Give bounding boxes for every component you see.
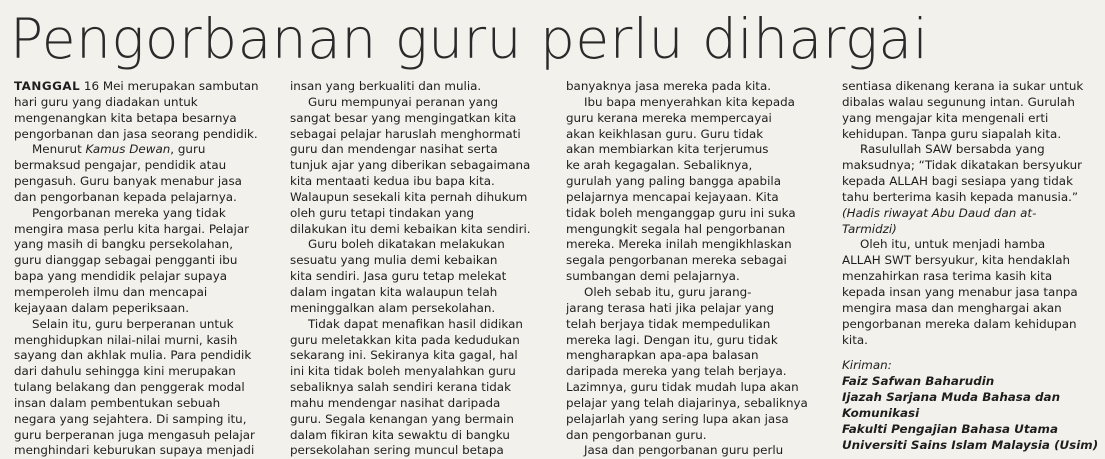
- text-content: Guru mempunyai peranan yang: [308, 94, 499, 109]
- text-line: [14, 142, 276, 158]
- text-content: oleh guru tetapi tindakan yang: [290, 205, 475, 220]
- text-line: [290, 95, 552, 111]
- text-line: [290, 269, 552, 285]
- text-line: [566, 317, 828, 333]
- text-line: [566, 348, 828, 364]
- text-line: [842, 333, 1104, 349]
- text-line: [14, 127, 276, 143]
- text-content: pengorbanan mereka dalam kehidupan: [842, 316, 1077, 331]
- text-content: meninggalkan alam persekolahan.: [290, 300, 496, 315]
- text-line: [566, 412, 828, 428]
- text-line: [842, 269, 1104, 285]
- credit-line: Faiz Safwan Baharudin: [842, 374, 995, 389]
- text-content: (Hadis riwayat Abu Daud dan at-: [842, 205, 1037, 220]
- text-content: insan yang berkualiti dan mulia.: [290, 79, 482, 93]
- text-line: [842, 190, 1104, 206]
- text-line: [290, 79, 552, 95]
- text-line: [566, 142, 828, 158]
- text-content: mengira masa dan menghargai akan: [842, 300, 1062, 315]
- text-content: ALLAH SWT bersyukur, kita hendaklah: [842, 253, 1071, 268]
- text-content: Ibu bapa menyerahkan kita kepada: [584, 94, 795, 109]
- article-headline: Pengorbanan guru perlu dihargai: [10, 7, 929, 71]
- text-content: menzahirkan rasa terima kasih kita: [842, 269, 1053, 284]
- text-content: tahu berterima kasih kepada manusia.”: [842, 189, 1079, 204]
- text-line: [290, 253, 552, 269]
- text-line: [566, 127, 828, 143]
- text-content: Selain itu, guru berperanan untuk: [32, 316, 234, 331]
- text-content: maksudnya; “Tidak dikatakan bersyukur: [842, 158, 1083, 173]
- text-content: 16 Mei merupakan sambutan: [83, 79, 259, 93]
- text-content: guru dianggap sebagai pengganti ibu: [14, 253, 238, 268]
- text-line: [842, 222, 1104, 238]
- article-column-3: [566, 79, 828, 459]
- text-line: [842, 301, 1104, 317]
- text-content: pelajarlah yang sering lupa akan jasa: [566, 411, 789, 426]
- text-line: [290, 348, 552, 364]
- text-line: [842, 174, 1104, 190]
- text-line: [14, 285, 276, 301]
- credit-line: Fakulti Pengajian Bahasa Utama: [842, 421, 1058, 436]
- text-line: [290, 443, 552, 459]
- text-content: guru. Segala kenangan yang bermain: [290, 411, 514, 426]
- text-line: [14, 79, 276, 95]
- text-content: Pengorbanan mereka yang tidak: [32, 205, 226, 220]
- text-line: [842, 317, 1104, 333]
- text-content: tulang belakang dan penggerak modal: [14, 380, 245, 395]
- text-line: [842, 253, 1104, 269]
- text-line: [290, 285, 552, 301]
- text-line: [14, 206, 276, 222]
- text-content: tunjuk ajar yang diberikan sebagaimana: [290, 158, 531, 173]
- text-line: [566, 396, 828, 412]
- text-content: dari dahulu sehingga kini merupakan: [14, 364, 236, 379]
- text-content: bermaksud pengajar, pendidik atau: [14, 158, 227, 173]
- text-content: sesuatu yang mulia demi kebaikan: [290, 253, 498, 268]
- text-content: sebaliknya salah sendiri kerana tidak: [290, 380, 511, 395]
- text-line: [566, 333, 828, 349]
- text-line: [842, 142, 1104, 158]
- text-line: [14, 237, 276, 253]
- text-line: [14, 396, 276, 412]
- text-content: guru meletakkan kita pada kedudukan: [290, 332, 520, 347]
- text-content: ke arah kegagalan. Sebaliknya,: [566, 158, 753, 173]
- text-line: [14, 269, 276, 285]
- text-line: [14, 348, 276, 364]
- text-line: [14, 190, 276, 206]
- credit-line: Komunikasi: [842, 405, 920, 420]
- text-line: [842, 206, 1104, 222]
- text-content: Walaupun sesekali kita pernah dihukum: [290, 189, 528, 204]
- text-line: [842, 285, 1104, 301]
- text-content: guru dan mendengar nasihat serta: [290, 142, 498, 157]
- text-line: [14, 95, 276, 111]
- text-line: [290, 333, 552, 349]
- text-line: [290, 222, 552, 238]
- text-content: segala pengorbanan mereka sebagai: [566, 253, 787, 268]
- text-line: [290, 142, 552, 158]
- text-line: [566, 206, 828, 222]
- text-line: [290, 396, 552, 412]
- text-line: [290, 317, 552, 333]
- text-line: [566, 301, 828, 317]
- text-line: [566, 111, 828, 127]
- text-content: menghidupkan nilai-nilai murni, kasih: [14, 332, 238, 347]
- text-content: sumbangan demi pelajarnya.: [566, 269, 740, 284]
- credit-line: Ijazah Sarjana Muda Bahasa dan: [842, 390, 1061, 405]
- text-content: tidak boleh menganggap guru ini suka: [566, 205, 796, 220]
- text-content: mereka. Mereka inilah mengikhlaskan: [566, 237, 792, 252]
- text-content: dalam fikiran kita sewaktu di bangku: [290, 427, 510, 442]
- text-content: akan keikhlasan guru. Guru tidak: [566, 126, 764, 141]
- text-line: [290, 301, 552, 317]
- text-line: [290, 111, 552, 127]
- text-content: hari guru yang diadakan untuk: [14, 94, 198, 109]
- text-line: [290, 380, 552, 396]
- text-line: [566, 222, 828, 238]
- text-line: [14, 333, 276, 349]
- text-line: [566, 158, 828, 174]
- text-line: [566, 237, 828, 253]
- text-line: [566, 174, 828, 190]
- text-content: yang masih di bangku persekolahan,: [14, 237, 233, 252]
- text-line: [14, 380, 276, 396]
- text-line: [566, 269, 828, 285]
- text-line: [566, 79, 828, 95]
- text-line: [842, 158, 1104, 174]
- text-line: [14, 364, 276, 380]
- text-content: mereka lagi. Dengan itu, guru tidak: [566, 332, 778, 347]
- text-content: yang mengajar kita mengenali erti: [842, 110, 1049, 125]
- text-content: kita sendiri. Jasa guru tetap melekat: [290, 269, 507, 284]
- text-line: [14, 443, 276, 459]
- article-column-4: [842, 79, 1104, 453]
- text-content: insan dalam pembentukan sebuah: [14, 395, 221, 410]
- credit-line: Universiti Sains Islam Malaysia (Usim): [842, 437, 1099, 452]
- text-content: kepada insan yang menabur jasa tanpa: [842, 284, 1078, 299]
- text-content: kehidupan. Tanpa guru siapalah kita.: [842, 126, 1062, 141]
- text-content: Rasulullah SAW bersabda yang: [860, 142, 1045, 157]
- lead-word: TANGGAL: [14, 79, 81, 93]
- text-line: [290, 412, 552, 428]
- text-content: mengenangkan kita betapa besarnya: [14, 110, 237, 125]
- text-line: [842, 95, 1104, 111]
- text-line: [14, 317, 276, 333]
- text-content: Guru boleh dikatakan melakukan: [308, 237, 505, 252]
- text-content: pengasuh. Guru banyak menabur jasa: [14, 174, 242, 189]
- article-column-2: [290, 79, 552, 459]
- text-content: Tidak dapat menafikan hasil didikan: [308, 316, 523, 331]
- text-line: [566, 190, 828, 206]
- text-line: [14, 111, 276, 127]
- text-content: pelajar yang telah diajarinya, sebaliknya: [566, 395, 808, 410]
- text-content: sebagai pelajar haruslah menghormati: [290, 126, 521, 141]
- text-content: dilakukan itu demi kebaikan kita sendiri.: [290, 221, 531, 236]
- text-content: dan pengorbanan guru.: [566, 427, 707, 442]
- text-line: [290, 174, 552, 190]
- text-content: jarang terasa hati jika pelajar yang: [566, 300, 775, 315]
- text-line: [14, 412, 276, 428]
- text-content: kepada ALLAH bagi sesiapa yang tidak: [842, 174, 1073, 189]
- text-line: [842, 237, 1104, 253]
- article-column-1: [14, 79, 276, 459]
- text-line: [290, 206, 552, 222]
- text-content: gurulah yang paling bangga apabila: [566, 174, 782, 189]
- text-line: [290, 158, 552, 174]
- text-content: kita.: [842, 332, 868, 347]
- text-prefix: Menurut: [32, 142, 86, 157]
- text-content: kejayaan dalam peperiksaan.: [14, 300, 189, 315]
- text-line: [566, 253, 828, 269]
- text-line: [290, 237, 552, 253]
- text-line: [14, 301, 276, 317]
- text-line: [842, 127, 1104, 143]
- text-line: [290, 190, 552, 206]
- text-line: [14, 158, 276, 174]
- text-line: [566, 285, 828, 301]
- text-line: [290, 127, 552, 143]
- text-content: akan membiarkan kita terjerumus: [566, 142, 769, 157]
- text-content: banyaknya jasa mereka pada kita.: [566, 79, 772, 93]
- credit-label: Kiriman:: [842, 358, 892, 373]
- text-line: [290, 364, 552, 380]
- text-content: ini kita tidak boleh menyalahkan guru: [290, 364, 516, 379]
- text-content: sentiasa dikenang kerana ia sukar untuk: [842, 79, 1084, 93]
- text-content: daripada mereka yang telah berjaya.: [566, 364, 787, 379]
- text-content: mengharapkan apa-apa balasan: [566, 348, 759, 363]
- text-content: sayang dan akhlak mulia. Para pendidik: [14, 348, 252, 363]
- text-content: Oleh sebab itu, guru jarang-: [584, 284, 752, 299]
- text-line: [566, 364, 828, 380]
- text-content: mahu mendengar nasihat daripada: [290, 395, 501, 410]
- text-line: [566, 428, 828, 444]
- text-content: kita mentaati kedua ibu bapa kita.: [290, 174, 495, 189]
- text-content: telah berjaya tidak mempedulikan: [566, 316, 771, 331]
- text-content: Tarmidzi): [842, 221, 897, 236]
- text-content: dan pengorbanan kepada pelajarnya.: [14, 189, 237, 204]
- italic-term: Kamus Dewan: [85, 142, 171, 157]
- text-line: [290, 428, 552, 444]
- text-content: Jasa dan pengorbanan guru perlu: [584, 443, 784, 458]
- spacer: [842, 348, 1104, 358]
- text-line: [842, 111, 1104, 127]
- text-line: [14, 428, 276, 444]
- text-line: [566, 95, 828, 111]
- text-content: negara yang sejahtera. Di samping itu,: [14, 411, 247, 426]
- text-content: pelajarnya mencapai kejayaan. Kita: [566, 189, 779, 204]
- text-content: dibalas walau segunung intan. Gurulah: [842, 94, 1075, 109]
- text-line: [14, 174, 276, 190]
- text-content: guru kerana mereka mempercayai: [566, 110, 772, 125]
- text-content: sekarang ini. Sekiranya kita gagal, hal: [290, 348, 518, 363]
- text-content: Oleh itu, untuk menjadi hamba: [860, 237, 1046, 252]
- text-content: guru berperanan juga mengasuh pelajar: [14, 427, 255, 442]
- text-content: dalam ingatan kita walaupun telah: [290, 284, 498, 299]
- text-line: [14, 222, 276, 238]
- text-content: memperoleh ilmu dan mencapai: [14, 284, 208, 299]
- text-line: [566, 443, 828, 459]
- text-line: [842, 79, 1104, 95]
- text-content: Lazimnya, guru tidak mudah lupa akan: [566, 380, 799, 395]
- text-content: , guru: [170, 142, 206, 157]
- text-content: bapa yang mendidik pelajar supaya: [14, 269, 228, 284]
- text-content: mengira masa perlu kita hargai. Pelajar: [14, 221, 249, 236]
- text-content: sangat besar yang mengingatkan kita: [290, 110, 517, 125]
- text-line: [14, 253, 276, 269]
- text-line: [566, 380, 828, 396]
- text-content: mengungkit segala hal pengorbanan: [566, 221, 786, 236]
- text-content: menghindari keburukan supaya menjadi: [14, 443, 255, 458]
- text-content: pengorbanan dan jasa seorang pendidik.: [14, 126, 258, 141]
- text-content: persekolahan sering muncul betapa: [290, 443, 504, 458]
